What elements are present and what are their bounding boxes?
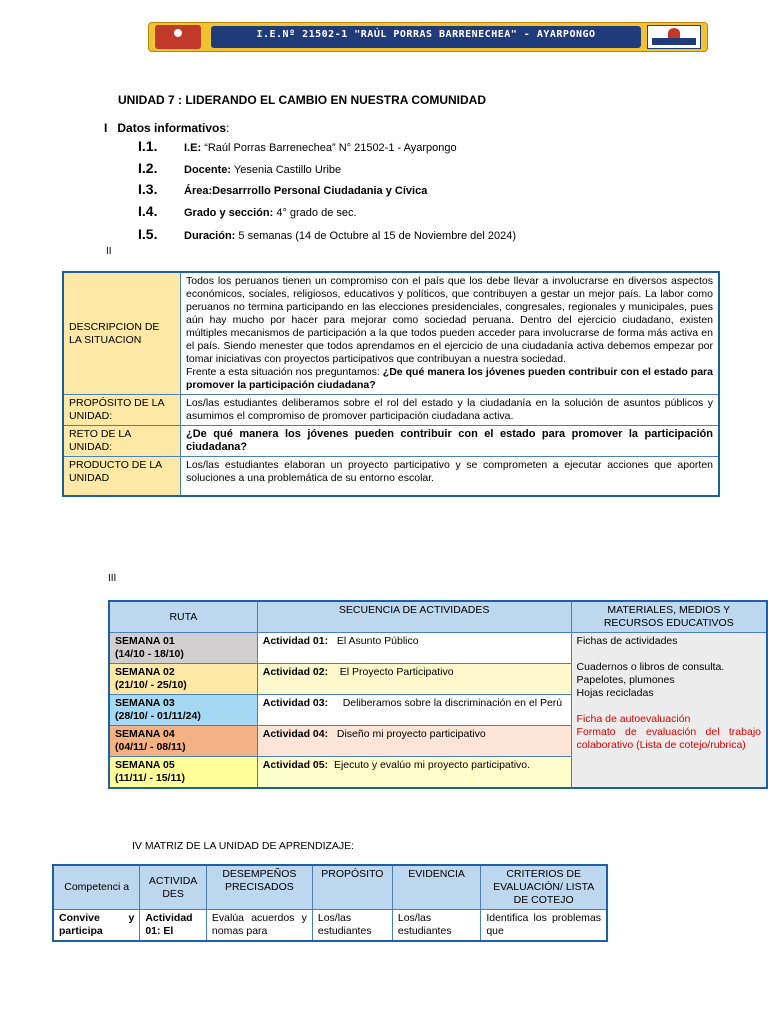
table-row (63, 426, 719, 457)
week-label: SEMANA 05 (115, 759, 175, 771)
table-header-row (109, 601, 767, 633)
school-crest-icon (155, 25, 201, 49)
week-dates: (21/10/ - 25/10) (115, 679, 187, 691)
activity-name: Diseño mi proyecto participativo (336, 728, 486, 740)
activity-label: Actividad 03: (262, 697, 329, 709)
col-header-proposito: PROPÓSITO (312, 865, 392, 910)
activity-label: Actividad 05: (262, 759, 329, 771)
unit-title: UNIDAD 7 : LIDERANDO EL CAMBIO EN NUESTRA COMUNIDAD (118, 93, 487, 107)
col-header-materiales: MATERIALES, MEDIOS Y RECURSOS EDUCATIVOS (571, 601, 767, 633)
activity-label: Actividad 01: (262, 635, 329, 647)
materials-cell (571, 633, 767, 789)
info-label: I.E: (184, 142, 202, 154)
table-header-row (53, 865, 607, 910)
info-item-duracion (138, 226, 516, 242)
situation-text (181, 272, 720, 395)
matrix-cell: Los/las estudiantes (312, 910, 392, 942)
material-item: Fichas de actividades (576, 635, 678, 647)
week-cell (109, 695, 257, 726)
route-table (108, 600, 768, 789)
situation-label: DESCRIPCION DE LA SITUACION (63, 272, 181, 395)
col-header-competencia: Competenci a (53, 865, 140, 910)
table-row (63, 457, 719, 497)
info-item-docente (138, 160, 341, 176)
col-header-evidencia: EVIDENCIA (392, 865, 480, 910)
purpose-text: Los/las estudiantes deliberamos sobre el rol del estado y la ciudadanía en la solución de asuntos públicos y asumimos el compromiso de promover participación ciudadana activa. (181, 395, 720, 426)
info-label: Grado y sección: (184, 207, 274, 219)
table-row (109, 633, 767, 664)
purpose-label: PROPÓSITO DE LA UNIDAD: (63, 395, 181, 426)
table-row (63, 395, 719, 426)
activity-label: Actividad 02: (262, 666, 329, 678)
challenge-text: ¿De qué manera los jóvenes pueden contribuir con el estado para promover la participación ciudadana? (181, 426, 720, 457)
col-header-actividades: ACTIVIDA DES (140, 865, 207, 910)
info-item-area (138, 181, 427, 197)
product-text: Los/las estudiantes elaboran un proyecto participativo y se comprometen a ejecutar acciones que aporten soluciones a una problemática de su entorno escolar. (181, 457, 720, 497)
info-num: I.3. (138, 181, 158, 197)
material-item: Hojas recicladas (576, 687, 654, 699)
info-label: Área:Desarrrollo Personal Ciudadania y Cívica (184, 185, 428, 197)
info-num: I.4. (138, 203, 158, 219)
banner-band (211, 26, 641, 48)
product-label: PRODUCTO DE LA UNIDAD (63, 457, 181, 497)
week-label: SEMANA 03 (115, 697, 175, 709)
challenge-label: RETO DE LA UNIDAD: (63, 426, 181, 457)
week-dates: (04/11/ - 08/11) (115, 741, 186, 753)
info-label: Duración: (184, 230, 236, 242)
material-item: Papelotes, plumones (576, 674, 675, 686)
situation-table (62, 271, 720, 497)
activity-label: Actividad 04: (262, 728, 329, 740)
activity-cell (257, 757, 571, 789)
info-item-grado (138, 203, 357, 219)
week-cell (109, 664, 257, 695)
info-value: 4° grado de sec. (276, 207, 357, 219)
col-header-criterios: CRITERIOS DE EVALUACIÓN/ LISTA DE COTEJO (481, 865, 607, 910)
info-value: “Raúl Porras Barrenechea” N° 21502-1 - Ayarpongo (204, 142, 457, 154)
week-label: SEMANA 01 (115, 635, 175, 647)
situation-question-prefix: Frente a esta situación nos preguntamos: (186, 366, 383, 378)
section-i-numeral: I (104, 121, 108, 135)
info-label: Docente: (184, 164, 232, 176)
situation-paragraph: Todos los peruanos tienen un compromiso con el país que los debe llevar a involucrarse en diversos aspectos económicos, sociales, religiosos, educativos y políticos, que contribuyen a gestar un mejor país. La labor como peruanos no termina participando en las elecciones presidenciales, congresales, regionales y municipales, pues aún hay mucho por hacer para mejorar como sociedad peruana. Dentro del ejercicio ciudadano, existen múltiples mecanismos de participación a la que todos pueden acceder para involucrarse de forma más activa en el país. Siendo menester que todos aprendamos en el ejercicio de una ciudadanía activa debemos empezar por tomar iniciativas con proyectos participativos que contribuyan a nuestra sociedad. (186, 275, 713, 365)
material-item-red: Ficha de autoevaluación (576, 713, 691, 725)
info-value: 5 semanas (14 de Octubre al 15 de Noviembre del 2024) (238, 230, 517, 242)
week-cell (109, 757, 257, 789)
section-iii-numeral: III (108, 573, 117, 584)
week-cell (109, 633, 257, 664)
col-header-ruta: RUTA (109, 601, 257, 633)
table-row (63, 272, 719, 395)
material-item: Cuadernos o libros de consulta. (576, 661, 725, 673)
header-banner (148, 22, 708, 52)
info-num: I.2. (138, 160, 158, 176)
situation-question: ¿De qué manera los jóvenes pueden contribuir con el estado para promover la participación ciudadana? (186, 366, 713, 391)
activity-cell (257, 695, 571, 726)
section-i-title: Datos informativos (117, 121, 227, 135)
info-num: I.1. (138, 138, 158, 154)
week-label: SEMANA 02 (115, 666, 175, 678)
week-cell (109, 726, 257, 757)
matrix-cell: Convive y participa (53, 910, 140, 942)
material-item-red: Formato de evaluación del trabajo colaborativo (Lista de cotejo/rubrica) (576, 726, 761, 751)
section-iv-title: IV MATRIZ DE LA UNIDAD DE APRENDIZAJE: (132, 840, 355, 852)
col-header-desempenos: DESEMPEÑOS PRECISADOS (206, 865, 312, 910)
section-ii-numeral: II (106, 246, 112, 257)
week-dates: (14/10 - 18/10) (115, 648, 184, 660)
week-dates: (28/10/ - 01/11/24) (115, 710, 201, 722)
info-value: Yesenia Castillo Uribe (233, 164, 342, 176)
col-header-secuencia: SECUENCIA DE ACTIVIDADES (257, 601, 571, 633)
activity-name: El Proyecto Participativo (339, 666, 454, 678)
info-item-ie (138, 138, 457, 154)
activity-name: Ejecuto y evalúo mi proyecto participativo. (333, 759, 531, 771)
ugel-logo-icon (647, 25, 701, 49)
matrix-cell: Identifica los problemas que (481, 910, 607, 942)
learning-matrix-table (52, 864, 608, 942)
section-i-heading: I Datos informativos: (104, 121, 230, 135)
week-label: SEMANA 04 (115, 728, 175, 740)
activity-cell (257, 664, 571, 695)
activity-cell (257, 633, 571, 664)
activity-name: Deliberamos sobre la discriminación en el Perú (342, 697, 563, 709)
activity-cell (257, 726, 571, 757)
week-dates: (11/11/ - 15/11) (115, 772, 186, 784)
matrix-cell: Actividad 01: El (140, 910, 207, 942)
banner-text: I.E.Nº 21502-1 "RAÚL PORRAS BARRENECHEA" - AYARPONGO (256, 29, 596, 40)
activity-name: El Asunto Público (336, 635, 419, 647)
table-row (53, 910, 607, 942)
matrix-cell: Los/las estudiantes (392, 910, 480, 942)
info-num: I.5. (138, 226, 158, 242)
matrix-cell: Evalúa acuerdos y nomas para (206, 910, 312, 942)
